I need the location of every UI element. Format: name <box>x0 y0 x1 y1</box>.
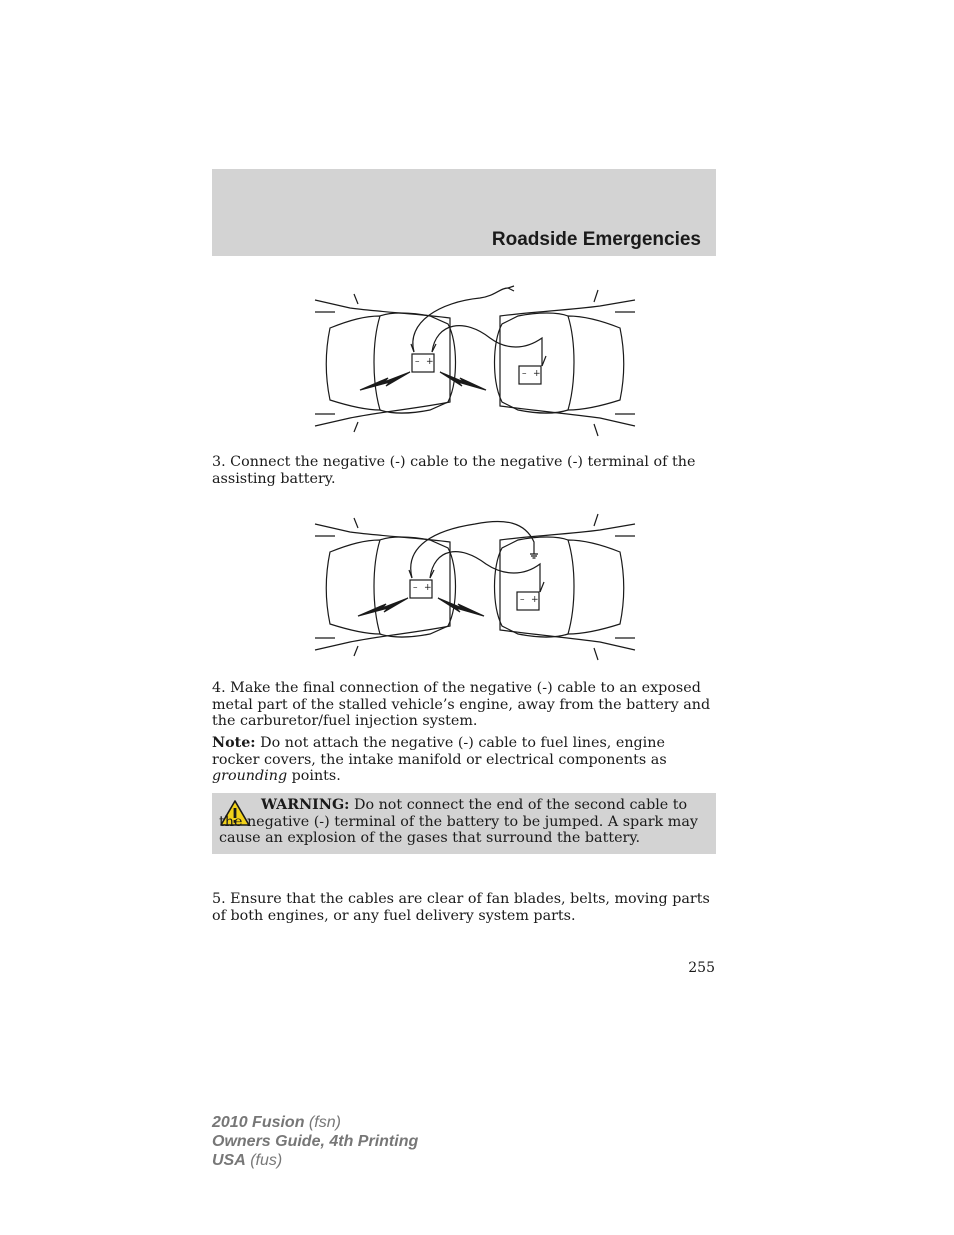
note-paragraph <box>212 735 716 785</box>
jumper-cable <box>413 288 508 352</box>
footer-guide: Owners Guide, 4th Printing <box>212 1133 419 1150</box>
warning-box <box>212 793 716 854</box>
warning-text <box>219 797 704 847</box>
svg-text:–: – <box>413 583 418 593</box>
jump-start-diagram-2 <box>310 506 640 668</box>
battery-terminal-positive: + <box>426 357 434 367</box>
svg-text:–: – <box>522 369 527 379</box>
spark-icon <box>440 372 486 390</box>
step-3-text: 3. Connect the negative (-) cable to the negative (-) terminal of the assisting battery. <box>212 454 696 487</box>
step-4-text: 4. Make the final connection of the negative (-) cable to an exposed metal part of the stalled vehicle’s engine, away from the battery and the carburetor/fuel injection system. <box>212 680 711 729</box>
section-title: Roadside Emergencies <box>491 229 701 250</box>
footer-market: USA <box>212 1152 246 1169</box>
footer <box>212 1113 418 1170</box>
svg-text:+: + <box>531 595 539 605</box>
warning-body: Do not connect the end of the second cable to the negative (-) terminal of the battery to be jumped. A spark may cause an explosion of the gases that surround the battery. <box>219 797 698 846</box>
step-5-text: 5. Ensure that the cables are clear of fan blades, belts, moving parts of both engines, or any fuel delivery system parts. <box>212 891 710 924</box>
note-text: Do not attach the negative (-) cable to fuel lines, engine rocker covers, the intake manifold or electrical components as <box>212 735 667 768</box>
footer-market-code: (fus) <box>245 1152 283 1169</box>
right-car-body <box>500 300 635 426</box>
battery-terminal-negative: – <box>415 357 420 367</box>
footer-model: 2010 Fusion <box>212 1114 305 1131</box>
jump-start-diagram-1 <box>310 282 640 444</box>
note-label: Note: <box>212 735 256 751</box>
spark-icon <box>360 372 410 390</box>
note-text-end: points. <box>287 768 341 784</box>
svg-text:+: + <box>424 583 432 593</box>
header-band <box>212 169 716 256</box>
footer-model-code: (fsn) <box>304 1114 341 1131</box>
note-emphasis: grounding <box>212 768 288 784</box>
svg-text:+: + <box>533 369 541 379</box>
page-number: 255 <box>688 960 715 976</box>
warning-label: WARNING: <box>261 797 350 813</box>
ground-icon <box>530 550 538 558</box>
svg-text:–: – <box>520 595 525 605</box>
